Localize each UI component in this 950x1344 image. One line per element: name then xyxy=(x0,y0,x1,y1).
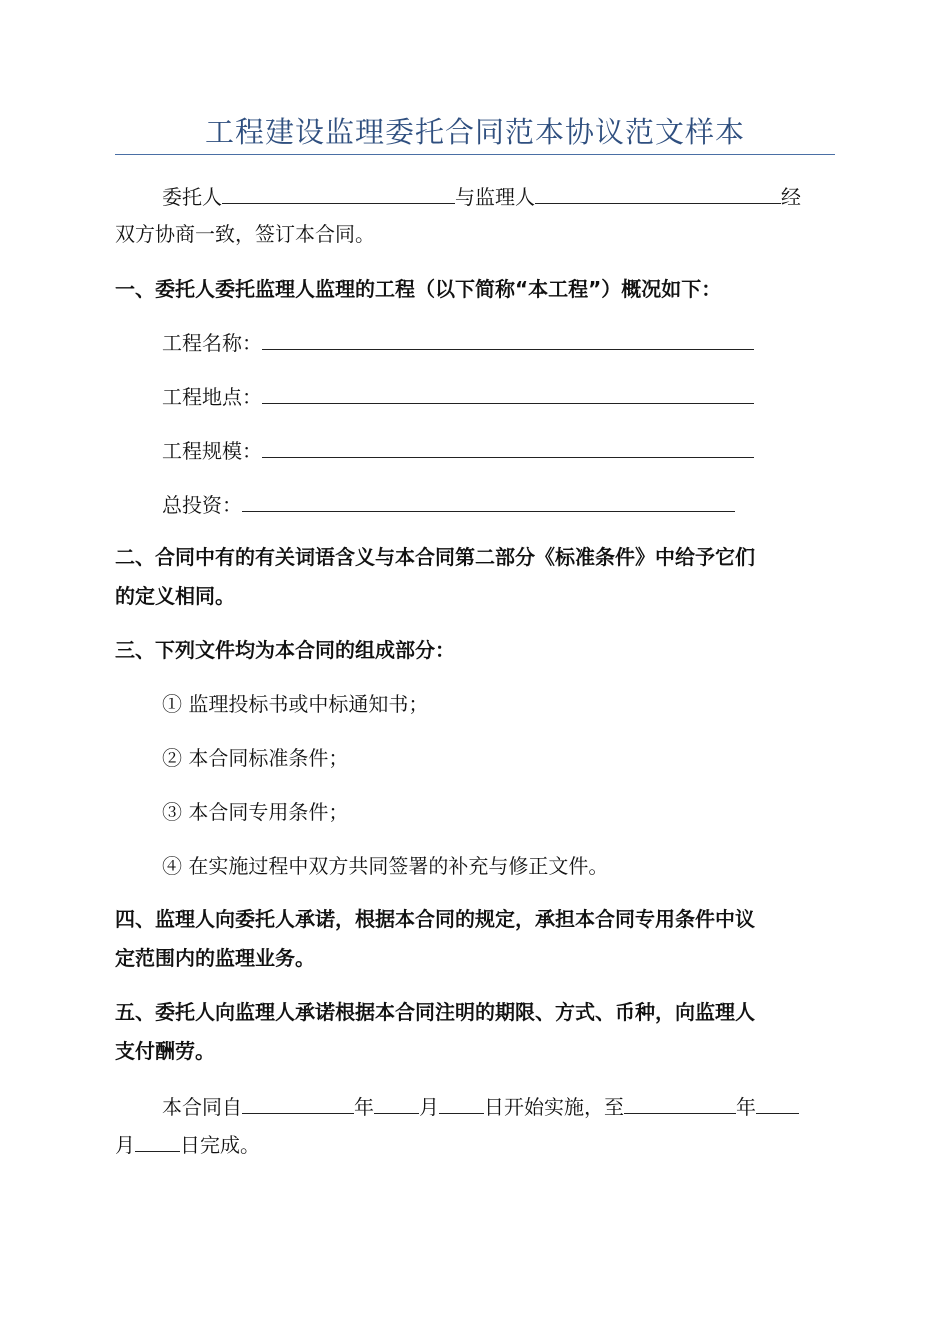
field-project-scale-label: 工程规模： xyxy=(162,439,262,463)
term-month-label: 月 xyxy=(419,1095,439,1119)
end-year-blank[interactable] xyxy=(624,1093,736,1114)
term-end-year-label: 年 xyxy=(736,1095,756,1119)
field-total-investment xyxy=(162,491,882,517)
list-item: ③ 本合同专用条件； xyxy=(162,800,349,824)
term-line-2 xyxy=(115,1131,835,1157)
section-4-line-1: 四、监理人向委托人承诺，根据本合同的规定，承担本合同专用条件中议 xyxy=(115,907,755,931)
list-item: ④ 在实施过程中双方共同签署的补充与修正文件。 xyxy=(162,854,609,878)
intro-line-1 xyxy=(162,183,835,209)
field-project-name-label: 工程名称： xyxy=(162,331,262,355)
document-title: 工程建设监理委托合同范本协议范文样本 xyxy=(204,115,745,149)
intro-line-2: 双方协商一致，签订本合同。 xyxy=(115,222,375,246)
end-month-blank-pre[interactable] xyxy=(756,1093,799,1114)
section-5-line-2: 支付酬劳。 xyxy=(115,1039,215,1063)
field-project-location xyxy=(162,383,882,409)
section-4-line-2: 定范围内的监理业务。 xyxy=(115,946,315,970)
party-a-blank[interactable] xyxy=(222,183,455,204)
total-investment-blank[interactable] xyxy=(242,491,735,512)
intro-tail: 经 xyxy=(781,185,801,209)
section-2-line-1: 二、合同中有的有关词语含义与本合同第二部分《标准条件》中给予它们 xyxy=(115,545,755,569)
term-day-start-label: 日开始实施，至 xyxy=(484,1095,624,1119)
term-year-label: 年 xyxy=(354,1095,374,1119)
section-2-line-2: 的定义相同。 xyxy=(115,584,235,608)
project-location-blank[interactable] xyxy=(262,383,754,404)
field-total-investment-label: 总投资： xyxy=(162,493,242,517)
title-underline xyxy=(115,154,835,155)
field-project-location-label: 工程地点： xyxy=(162,385,262,409)
party-b-blank[interactable] xyxy=(535,183,781,204)
party-a-label: 委托人 xyxy=(162,185,222,209)
start-year-blank[interactable] xyxy=(242,1093,354,1114)
project-name-blank[interactable] xyxy=(262,329,754,350)
section-3-heading: 三、下列文件均为本合同的组成部分： xyxy=(115,638,455,662)
term-line-1 xyxy=(162,1093,835,1119)
term-day-end-label: 日完成。 xyxy=(180,1133,260,1157)
field-project-scale xyxy=(162,437,882,463)
end-day-blank[interactable] xyxy=(135,1131,180,1152)
section-1-heading: 一、委托人委托监理人监理的工程（以下简称“本工程”）概况如下： xyxy=(115,277,722,301)
party-b-label: 与监理人 xyxy=(455,185,535,209)
section-5-line-1: 五、委托人向监理人承诺根据本合同注明的期限、方式、币种，向监理人 xyxy=(115,1000,755,1024)
field-project-name xyxy=(162,329,882,355)
list-item: ② 本合同标准条件； xyxy=(162,746,349,770)
list-item: ① 监理投标书或中标通知书； xyxy=(162,692,429,716)
term-end-month-label: 月 xyxy=(115,1133,135,1157)
project-scale-blank[interactable] xyxy=(262,437,754,458)
term-start-label: 本合同自 xyxy=(162,1095,242,1119)
start-day-blank[interactable] xyxy=(439,1093,484,1114)
start-month-blank[interactable] xyxy=(374,1093,419,1114)
